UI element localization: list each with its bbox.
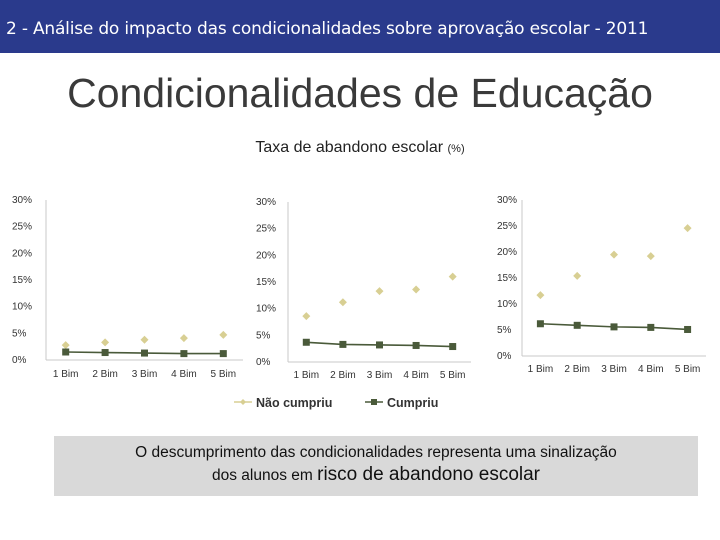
point-nao-cumpriu bbox=[449, 273, 457, 281]
y-tick-label: 15% bbox=[497, 273, 518, 284]
point-cumpriu bbox=[180, 350, 187, 357]
point-nao-cumpriu bbox=[610, 251, 618, 259]
point-nao-cumpriu bbox=[647, 252, 655, 260]
y-tick-label: 20% bbox=[256, 250, 277, 262]
chart-panel-2 bbox=[256, 197, 471, 381]
callout-line-1: O descumprimento das condicionalidades representa uma sinalização bbox=[135, 444, 617, 461]
x-tick-label: 1 Bim bbox=[527, 364, 554, 375]
legend-label-nao-cumpriu: Não cumpriu bbox=[256, 396, 333, 410]
callout-line-2 bbox=[54, 464, 698, 487]
callout-prefix: dos alunos em bbox=[212, 467, 318, 484]
point-nao-cumpriu bbox=[339, 298, 347, 306]
point-cumpriu bbox=[62, 349, 69, 356]
x-tick-label: 5 Bim bbox=[439, 370, 466, 381]
header-bar bbox=[0, 0, 720, 53]
legend-marker-nao-cumpriu bbox=[240, 399, 246, 405]
y-tick-label: 10% bbox=[497, 299, 518, 310]
point-nao-cumpriu bbox=[101, 338, 109, 346]
y-tick-label: 10% bbox=[256, 303, 277, 315]
x-tick-label: 5 Bim bbox=[674, 364, 701, 375]
legend-marker-cumpriu bbox=[371, 399, 377, 405]
point-cumpriu bbox=[220, 350, 227, 357]
y-tick-label: 20% bbox=[497, 247, 518, 258]
callout-box bbox=[54, 436, 698, 496]
point-cumpriu bbox=[449, 343, 456, 350]
legend-label-cumpriu: Cumpriu bbox=[387, 396, 439, 410]
y-tick-label: 30% bbox=[497, 195, 518, 206]
y-tick-label: 30% bbox=[12, 195, 33, 206]
x-tick-label: 3 Bim bbox=[601, 364, 627, 375]
callout-emphasis: risco de abandono escolar bbox=[317, 464, 540, 485]
point-cumpriu bbox=[339, 341, 346, 348]
point-nao-cumpriu bbox=[180, 334, 188, 342]
chart-title-text: Taxa de abandono escolar bbox=[255, 139, 444, 156]
y-tick-label: 5% bbox=[12, 328, 27, 340]
point-nao-cumpriu bbox=[141, 336, 149, 344]
x-tick-label: 5 Bim bbox=[210, 369, 237, 380]
point-nao-cumpriu bbox=[573, 272, 581, 280]
chart-panel-1 bbox=[12, 195, 243, 380]
x-tick-label: 2 Bim bbox=[92, 369, 118, 380]
point-cumpriu bbox=[102, 349, 109, 356]
y-tick-label: 15% bbox=[256, 277, 277, 288]
chart-legend bbox=[234, 396, 438, 410]
charts-area bbox=[0, 180, 720, 420]
y-tick-label: 25% bbox=[12, 221, 33, 233]
y-tick-label: 0% bbox=[497, 351, 512, 362]
point-nao-cumpriu bbox=[302, 312, 310, 320]
point-nao-cumpriu bbox=[62, 341, 70, 349]
x-tick-label: 2 Bim bbox=[330, 370, 356, 381]
point-cumpriu bbox=[537, 320, 544, 327]
point-cumpriu bbox=[684, 326, 691, 333]
point-nao-cumpriu bbox=[219, 331, 227, 339]
point-cumpriu bbox=[413, 342, 420, 349]
x-tick-label: 4 Bim bbox=[403, 370, 429, 381]
point-nao-cumpriu bbox=[412, 285, 420, 293]
chart-title-unit: (%) bbox=[447, 143, 465, 155]
x-tick-label: 2 Bim bbox=[564, 364, 590, 375]
y-tick-label: 15% bbox=[12, 275, 33, 286]
point-cumpriu bbox=[376, 341, 383, 348]
point-cumpriu bbox=[303, 339, 310, 346]
point-cumpriu bbox=[611, 323, 618, 330]
point-cumpriu bbox=[574, 322, 581, 329]
header-title: 2 - Análise do impacto das condicionalidades sobre aprovação escolar - 2011 bbox=[6, 19, 649, 39]
page-title: Condicionalidades de Educação bbox=[67, 70, 653, 116]
chart-title bbox=[0, 139, 720, 157]
x-tick-label: 1 Bim bbox=[52, 369, 79, 380]
x-tick-label: 4 Bim bbox=[638, 364, 664, 375]
y-tick-label: 30% bbox=[256, 197, 277, 208]
y-tick-label: 10% bbox=[12, 301, 33, 313]
y-tick-label: 25% bbox=[256, 223, 277, 235]
x-tick-label: 4 Bim bbox=[171, 369, 197, 380]
y-tick-label: 20% bbox=[12, 248, 33, 260]
point-nao-cumpriu bbox=[684, 224, 692, 232]
chart-panel-3 bbox=[497, 195, 706, 375]
point-nao-cumpriu bbox=[376, 287, 384, 295]
y-tick-label: 25% bbox=[497, 221, 518, 232]
x-tick-label: 3 Bim bbox=[131, 369, 158, 380]
y-tick-label: 0% bbox=[256, 357, 271, 368]
point-cumpriu bbox=[141, 350, 148, 357]
y-tick-label: 5% bbox=[256, 330, 271, 342]
x-tick-label: 3 Bim bbox=[366, 370, 393, 381]
x-tick-label: 1 Bim bbox=[293, 370, 320, 381]
y-tick-label: 5% bbox=[497, 325, 512, 336]
y-tick-label: 0% bbox=[12, 355, 27, 366]
point-cumpriu bbox=[647, 324, 654, 331]
point-nao-cumpriu bbox=[536, 291, 544, 299]
